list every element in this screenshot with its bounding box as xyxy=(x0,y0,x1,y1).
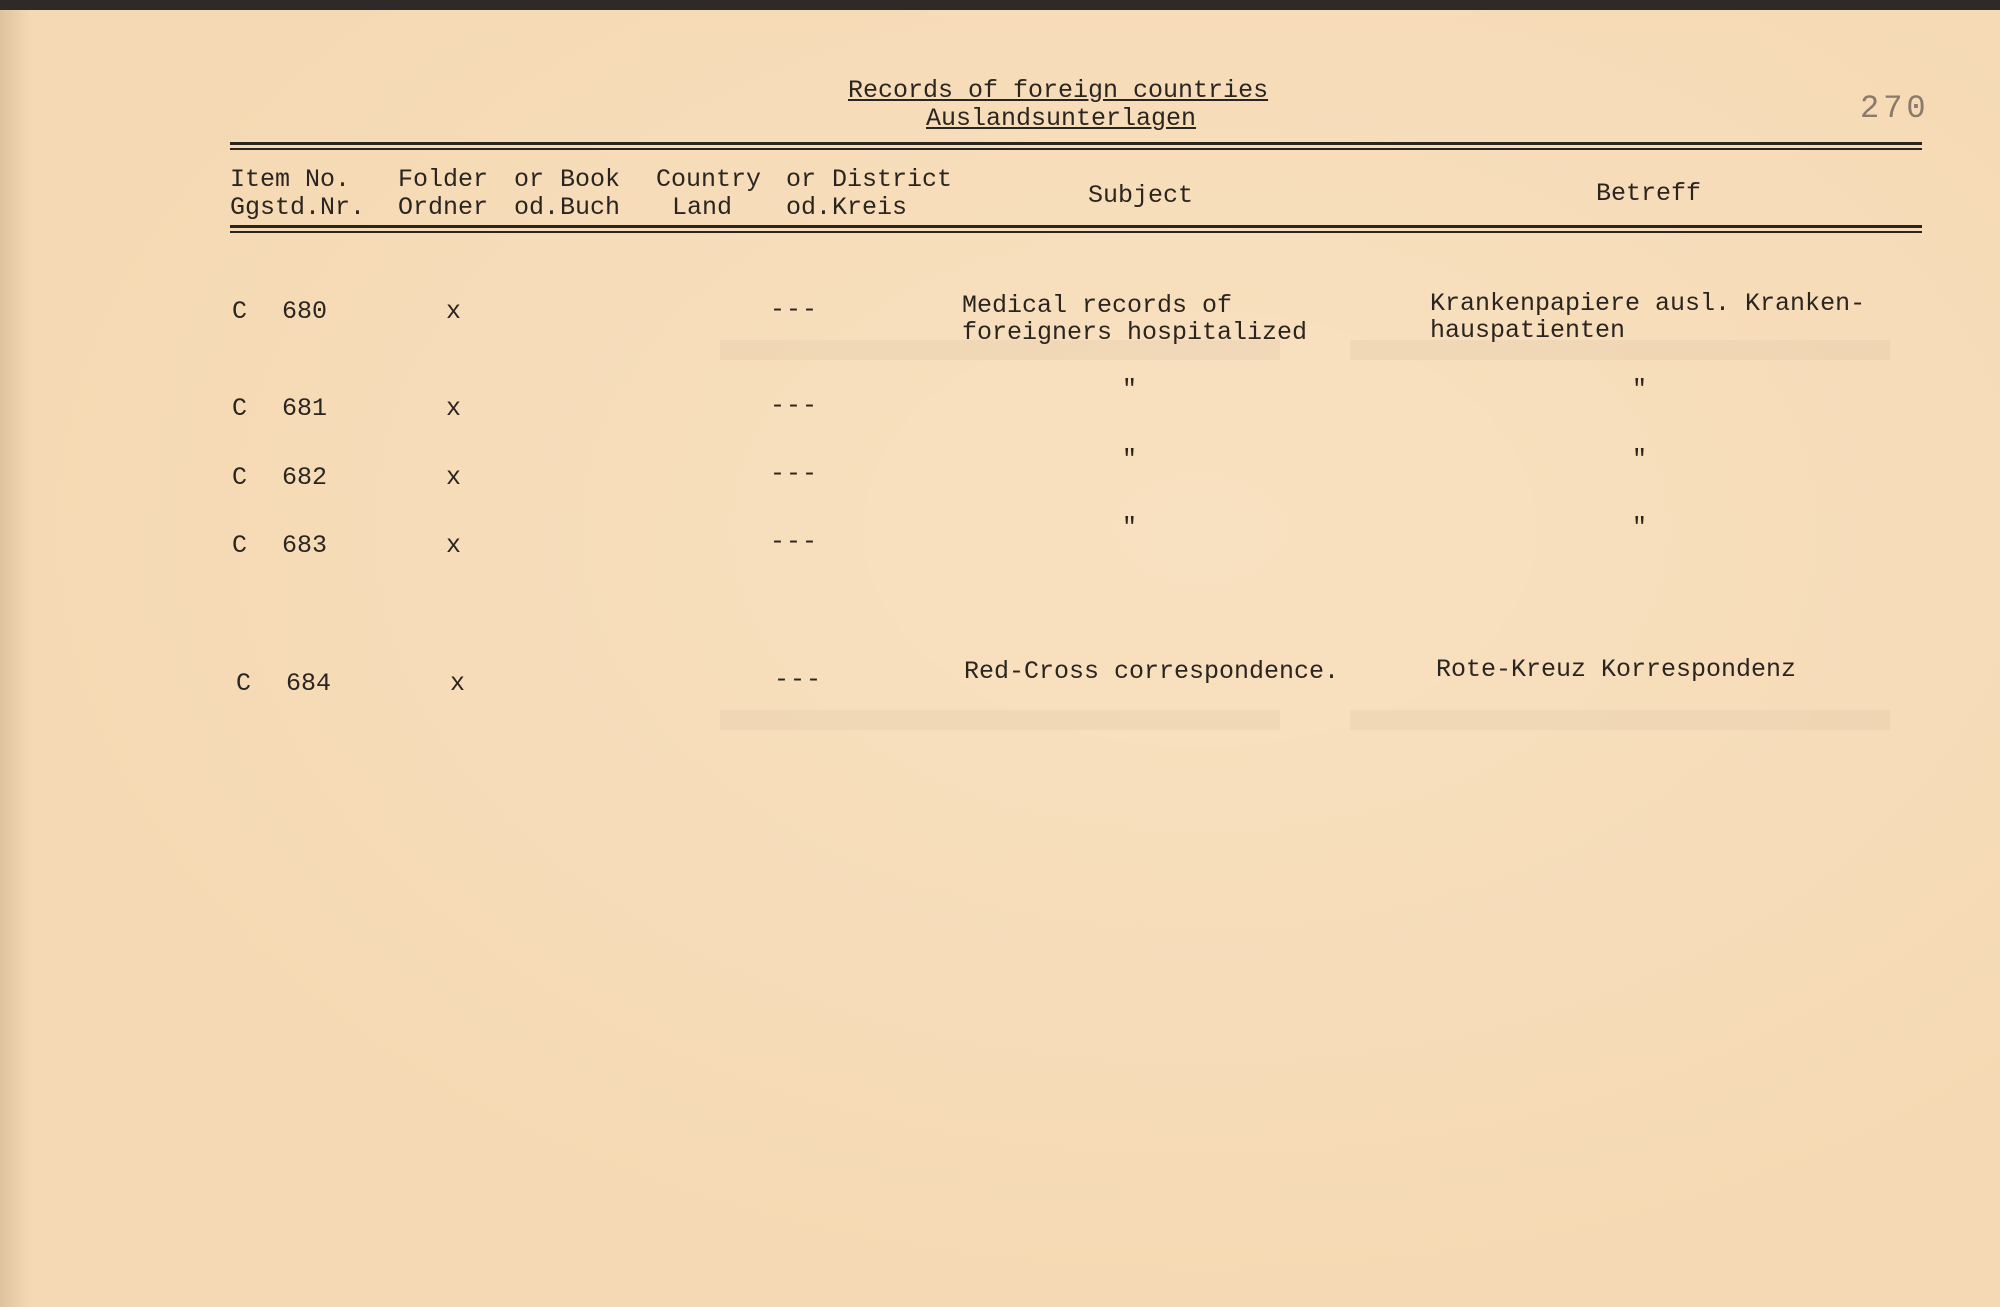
country-dash: --- xyxy=(770,391,819,420)
betreff-ditto: " xyxy=(1632,375,1648,404)
header-bottom-rule xyxy=(230,225,1922,228)
item-number: 680 xyxy=(282,297,328,326)
item-prefix: C xyxy=(232,531,248,560)
document-page xyxy=(0,10,2000,1307)
folder-mark: x xyxy=(446,531,462,560)
subject-text: Medical records of foreigners hospitalized xyxy=(962,291,1308,347)
item-prefix: C xyxy=(232,297,248,326)
page-number: 270 xyxy=(1860,90,1930,127)
scan-top-edge xyxy=(0,0,2000,10)
col-header-folder: Folder Ordner xyxy=(398,165,489,222)
subject-text: Red-Cross correspondence. xyxy=(964,657,1340,686)
col-header-book: Book Buch xyxy=(560,165,621,222)
col-header-item-no: Item No. Ggstd.Nr. xyxy=(230,165,366,222)
col-header-subject: Subject xyxy=(1088,181,1194,210)
betreff-text: Rote-Kreuz Korrespondenz xyxy=(1436,655,1797,684)
country-dash: --- xyxy=(774,665,823,694)
header-bottom-rule-2 xyxy=(230,231,1922,233)
item-prefix: C xyxy=(236,669,252,698)
folder-mark: x xyxy=(446,297,462,326)
betreff-ditto: " xyxy=(1632,513,1648,542)
item-number: 683 xyxy=(282,531,328,560)
country-dash: --- xyxy=(770,527,819,556)
subject-ditto: " xyxy=(1122,445,1138,474)
folder-mark: x xyxy=(450,669,466,698)
bleed-through-texture xyxy=(720,710,1280,730)
item-number: 681 xyxy=(282,394,328,423)
header-top-rule-2 xyxy=(230,148,1922,150)
col-header-country: Country Land xyxy=(656,165,762,222)
col-header-betreff: Betreff xyxy=(1596,179,1702,208)
document-title: Records of foreign countries xyxy=(848,76,1269,105)
col-header-or-2: or od. xyxy=(786,165,832,222)
col-header-or: or od. xyxy=(514,165,560,222)
subject-ditto: " xyxy=(1122,375,1138,404)
document-subtitle: Auslandsunterlagen xyxy=(926,104,1197,133)
item-prefix: C xyxy=(232,394,248,423)
betreff-text: Krankenpapiere ausl. Kranken- hauspatienten xyxy=(1430,289,1866,345)
betreff-ditto: " xyxy=(1632,445,1648,474)
country-dash: --- xyxy=(770,459,819,488)
bleed-through-texture xyxy=(1350,710,1890,730)
folder-mark: x xyxy=(446,463,462,492)
folder-mark: x xyxy=(446,394,462,423)
item-number: 684 xyxy=(286,669,332,698)
header-top-rule xyxy=(230,142,1922,145)
col-header-district: District Kreis xyxy=(832,165,953,222)
item-number: 682 xyxy=(282,463,328,492)
item-prefix: C xyxy=(232,463,248,492)
subject-ditto: " xyxy=(1122,513,1138,542)
country-dash: --- xyxy=(770,295,819,324)
